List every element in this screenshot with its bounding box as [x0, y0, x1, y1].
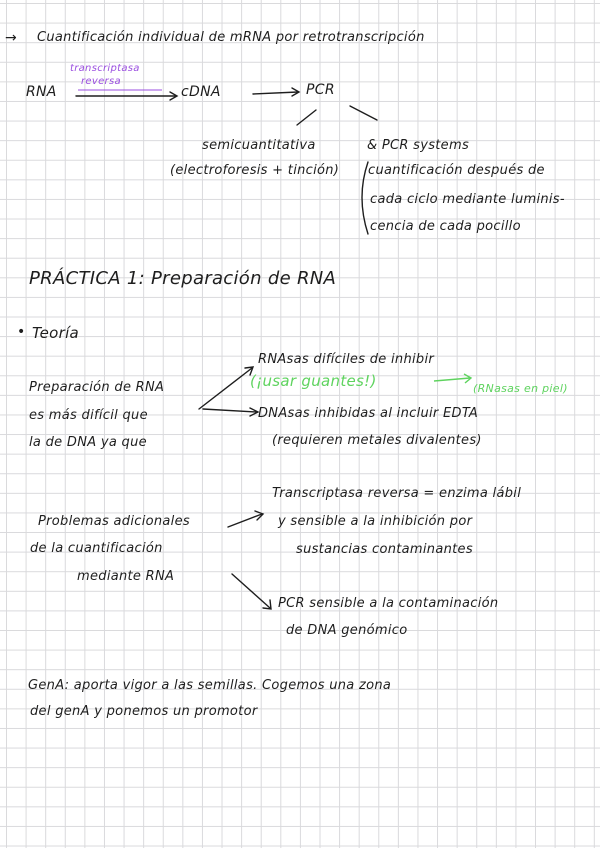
- guantes-note: (¡usar guantes!): [250, 372, 377, 390]
- enzyme-line1: transcriptasa: [70, 63, 140, 74]
- right-branch-line: cada ciclo mediante luminis-: [370, 192, 565, 207]
- workflow-rna: RNA: [26, 84, 57, 100]
- dnasas-subtitle: (requieren metales divalentes): [272, 433, 482, 448]
- problemas-right-top-line: y sensible a la inhibición por: [278, 514, 473, 529]
- header-title: Cuantificación individual de mRNA por retrotranscripción: [37, 30, 425, 45]
- arrow-problemas-down: [232, 574, 270, 608]
- problemas-right-top-line: sustancias contaminantes: [296, 542, 473, 557]
- right-branch-title: & PCR systems: [367, 138, 470, 153]
- right-branch-line: cuantificación después de: [368, 163, 545, 178]
- dnasas-text: DNAsas inhibidas al incluir EDTA: [258, 406, 479, 421]
- teoria-label: Teoría: [32, 324, 80, 342]
- arrow-teoria-down: [203, 409, 257, 412]
- arrow-cdna-to-pcr: [253, 92, 298, 94]
- problemas-left-line: de la cuantificación: [30, 541, 163, 556]
- teoria-left-line: la de DNA ya que: [29, 435, 147, 450]
- problemas-right-bottom-line: de DNA genómico: [286, 623, 408, 638]
- workflow-pcr: PCR: [306, 82, 335, 98]
- gena-line: GenA: aporta vigor a las semillas. Cogemos una zona: [28, 678, 392, 693]
- section-title: PRÁCTICA 1: Preparación de RNA: [29, 268, 337, 289]
- rnasas-text: RNAsas difíciles de inhibir: [258, 352, 435, 367]
- arrow-teoria-up: [199, 368, 252, 409]
- pcr-branch-right: [350, 106, 377, 120]
- problemas-left-line: mediante RNA: [77, 569, 175, 584]
- gena-line: del genA y ponemos un promotor: [30, 704, 258, 719]
- header-bullet: →: [5, 30, 18, 46]
- enzyme-line2: reversa: [81, 76, 121, 87]
- pcr-branch-left: [297, 110, 316, 125]
- teoria-bullet: •: [17, 324, 26, 340]
- green-arrow: [434, 378, 470, 381]
- problemas-right-top-line: Transcriptasa reversa = enzima lábil: [272, 486, 522, 501]
- left-branch-title: semicuantitativa: [202, 138, 316, 153]
- workflow-cdna: cDNA: [181, 84, 221, 100]
- left-branch-subtitle: (electroforesis + tinción): [170, 163, 340, 178]
- problemas-right-bottom-line: PCR sensible a la contaminación: [278, 596, 499, 611]
- teoria-left-line: Preparación de RNA: [29, 380, 165, 395]
- right-branch-line: cencia de cada pocillo: [370, 219, 521, 234]
- teoria-left-line: es más difícil que: [29, 408, 148, 423]
- problemas-left-line: Problemas adicionales: [38, 514, 190, 529]
- piel-note: (RNasas en piel): [473, 382, 568, 395]
